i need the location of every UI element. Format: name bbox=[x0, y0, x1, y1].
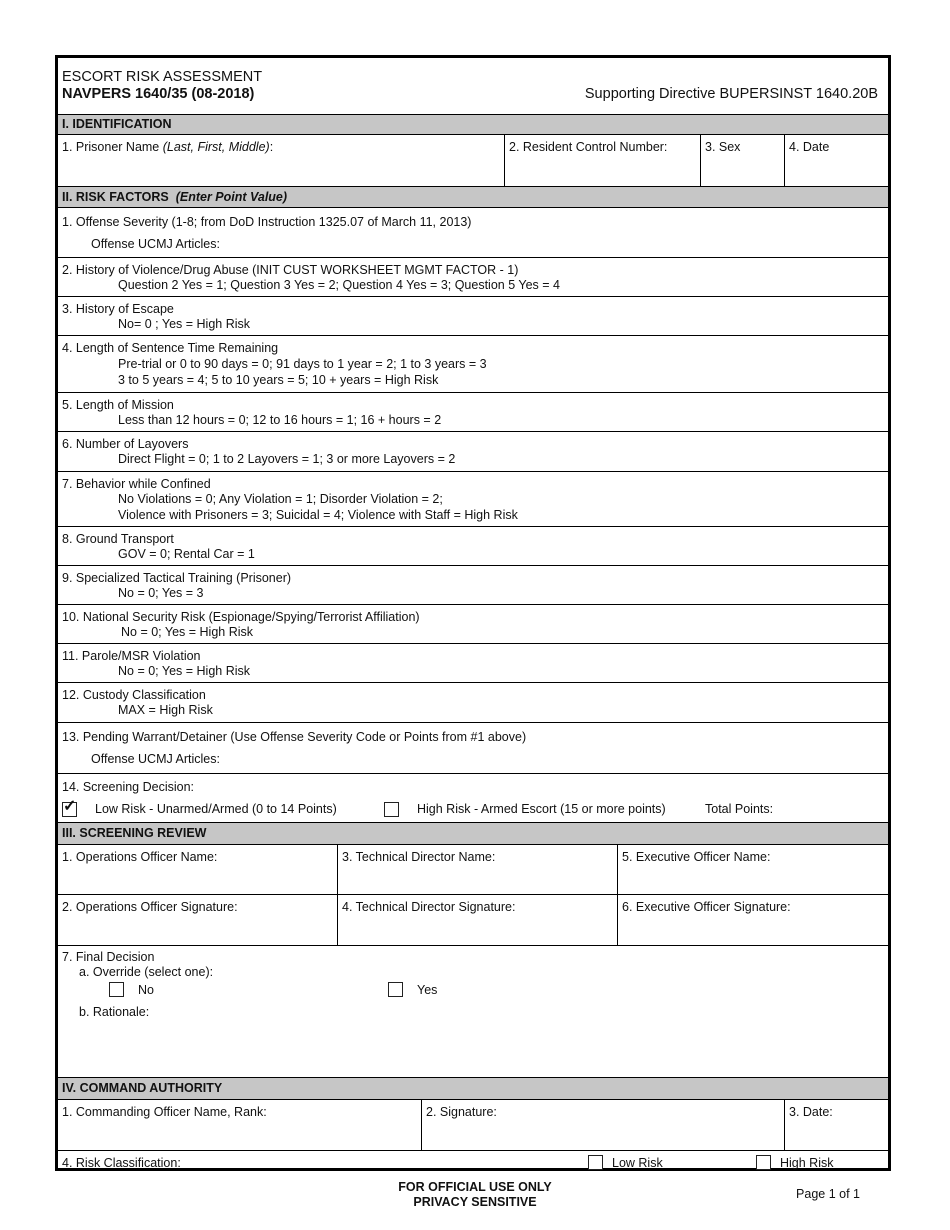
risk-factor-6-title: 6. Number of Layovers bbox=[62, 437, 189, 451]
risk-factor-3-title: 3. History of Escape bbox=[62, 302, 174, 316]
date-label: 4. Date bbox=[789, 140, 830, 154]
risk-factor-5-title: 5. Length of Mission bbox=[62, 398, 174, 412]
risk-factor-8-title: 8. Ground Transport bbox=[62, 532, 174, 546]
low-risk-label: Low Risk - Unarmed/Armed (0 to 14 Points) bbox=[95, 802, 337, 816]
override-no-label: No bbox=[138, 983, 154, 997]
override-no-checkbox[interactable] bbox=[109, 982, 124, 997]
total-points-label: Total Points: bbox=[705, 802, 774, 816]
page-number: Page 1 of 1 bbox=[796, 1187, 860, 1201]
rationale-label: b. Rationale: bbox=[79, 1005, 150, 1019]
risk-factor-11-line: No = 0; Yes = High Risk bbox=[118, 664, 251, 678]
commanding-officer-name-label: 1. Commanding Officer Name, Rank: bbox=[62, 1105, 267, 1119]
risk-factor-9-line: No = 0; Yes = 3 bbox=[118, 586, 204, 600]
risk-factor-13-title: 13. Pending Warrant/Detainer (Use Offense Severity Code or Points from #1 above) bbox=[62, 730, 527, 744]
signature-label: 2. Signature: bbox=[426, 1105, 497, 1119]
risk-factor-2-title: 2. History of Violence/Drug Abuse (INIT CUST WORKSHEET MGMT FACTOR - 1) bbox=[62, 263, 519, 277]
risk-factor-7-line: Violence with Prisoners = 3; Suicidal = 4; Violence with Staff = High Risk bbox=[118, 508, 518, 522]
section-screening-review-header: III. SCREENING REVIEW bbox=[58, 822, 888, 845]
supporting-directive: Supporting Directive BUPERSINST 1640.20B bbox=[584, 86, 878, 102]
risk-factor-7-title: 7. Behavior while Confined bbox=[62, 477, 211, 491]
risk-factor-9-title: 9. Specialized Tactical Training (Prisoner) bbox=[62, 571, 292, 585]
risk-factor-13-line: Offense UCMJ Articles: bbox=[91, 752, 220, 766]
risk-factor-4-line: Pre-trial or 0 to 90 days = 0; 91 days to 1 year = 2; 1 to 3 years = 3 bbox=[118, 357, 487, 371]
risk-factor-2-line: Question 2 Yes = 1; Question 3 Yes = 2; Question 4 Yes = 3; Question 5 Yes = 4 bbox=[118, 278, 561, 292]
risk-factor-12-line: MAX = High Risk bbox=[118, 703, 213, 717]
risk-factor-7-line: No Violations = 0; Any Violation = 1; Disorder Violation = 2; bbox=[118, 492, 443, 506]
screening-decision-label: 14. Screening Decision: bbox=[62, 780, 195, 794]
technical-director-signature-label: 4. Technical Director Signature: bbox=[342, 900, 516, 914]
checkmark-icon: ✓ bbox=[63, 798, 77, 815]
override-yes-checkbox[interactable] bbox=[388, 982, 403, 997]
risk-class-high-checkbox[interactable] bbox=[756, 1155, 771, 1170]
risk-factor-6-line: Direct Flight = 0; 1 to 2 Layovers = 1; 3 or more Layovers = 2 bbox=[118, 452, 456, 466]
form-title: ESCORT RISK ASSESSMENT bbox=[62, 69, 263, 85]
section-identification-header: I. IDENTIFICATION bbox=[58, 114, 888, 135]
risk-factor-4-line: 3 to 5 years = 4; 5 to 10 years = 5; 10 + years = High Risk bbox=[118, 373, 439, 387]
final-decision-label: 7. Final Decision bbox=[62, 950, 155, 964]
override-label: a. Override (select one): bbox=[79, 965, 214, 979]
high-risk-checkbox[interactable] bbox=[384, 802, 399, 817]
risk-factor-1-title: 1. Offense Severity (1-8; from DoD Instruction 1325.07 of March 11, 2013) bbox=[62, 215, 472, 229]
privacy-banner: PRIVACY SENSITIVE bbox=[413, 1195, 537, 1209]
override-yes-label: Yes bbox=[417, 983, 438, 997]
risk-factor-3-line: No= 0 ; Yes = High Risk bbox=[118, 317, 251, 331]
section-risk-factors-header: II. RISK FACTORS (Enter Point Value) bbox=[58, 186, 888, 208]
risk-classification-label: 4. Risk Classification: bbox=[62, 1156, 181, 1170]
high-risk-label: High Risk - Armed Escort (15 or more points) bbox=[417, 802, 666, 816]
risk-class-high-label: High Risk bbox=[780, 1156, 834, 1170]
technical-director-name-label: 3. Technical Director Name: bbox=[342, 850, 496, 864]
prisoner-name-label: 1. Prisoner Name (Last, First, Middle): bbox=[62, 140, 274, 154]
executive-officer-signature-label: 6. Executive Officer Signature: bbox=[622, 900, 791, 914]
risk-factor-10-title: 10. National Security Risk (Espionage/Spying/Terrorist Affiliation) bbox=[62, 610, 420, 624]
operations-officer-signature-label: 2. Operations Officer Signature: bbox=[62, 900, 238, 914]
operations-officer-name-label: 1. Operations Officer Name: bbox=[62, 850, 218, 864]
resident-control-number-label: 2. Resident Control Number: bbox=[509, 140, 668, 154]
risk-factor-12-title: 12. Custody Classification bbox=[62, 688, 206, 702]
form-number: NAVPERS 1640/35 (08-2018) bbox=[62, 86, 255, 102]
fouo-banner: FOR OFFICIAL USE ONLY bbox=[398, 1180, 552, 1194]
risk-factor-11-title: 11. Parole/MSR Violation bbox=[62, 649, 201, 663]
risk-factor-1-line: Offense UCMJ Articles: bbox=[91, 237, 220, 251]
risk-factor-10-line: No = 0; Yes = High Risk bbox=[121, 625, 254, 639]
executive-officer-name-label: 5. Executive Officer Name: bbox=[622, 850, 771, 864]
risk-factor-5-line: Less than 12 hours = 0; 12 to 16 hours = 1; 16 + hours = 2 bbox=[118, 413, 442, 427]
section-command-authority-header: IV. COMMAND AUTHORITY bbox=[58, 1077, 888, 1100]
risk-class-low-checkbox[interactable] bbox=[588, 1155, 603, 1170]
sex-label: 3. Sex bbox=[705, 140, 741, 154]
risk-class-low-label: Low Risk bbox=[612, 1156, 663, 1170]
low-risk-checkbox[interactable] bbox=[62, 798, 77, 817]
escort-risk-form bbox=[55, 55, 891, 1171]
command-date-label: 3. Date: bbox=[789, 1105, 833, 1119]
risk-factor-8-line: GOV = 0; Rental Car = 1 bbox=[118, 547, 255, 561]
risk-factor-4-title: 4. Length of Sentence Time Remaining bbox=[62, 341, 279, 355]
